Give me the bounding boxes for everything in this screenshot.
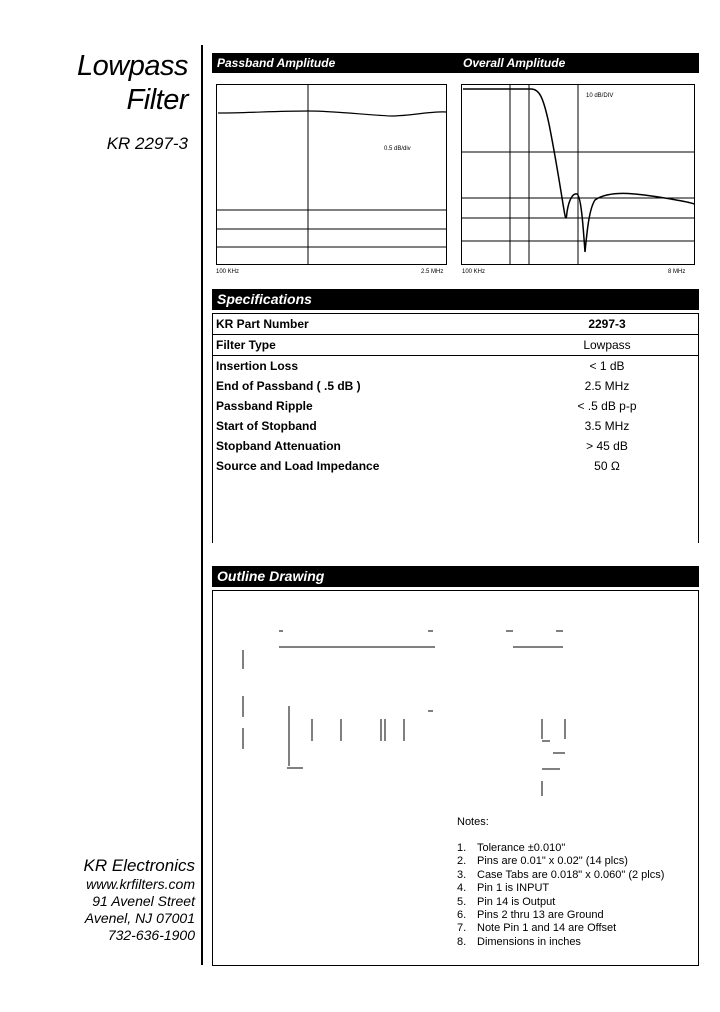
overall-scale-label: 10 dB/DIV	[586, 93, 614, 99]
title-line-2: Filter	[126, 84, 188, 116]
passband-graph-title: Passband Amplitude	[217, 56, 336, 70]
notes-list	[457, 842, 664, 949]
overall-graph-title: Overall Amplitude	[463, 56, 566, 70]
spec-row	[212, 376, 699, 396]
spec-value: 3.5 MHz	[584, 419, 630, 433]
spec-label: Source and Load Impedance	[216, 459, 380, 473]
company-city: Avenel, NJ 07001	[84, 910, 195, 926]
part-number-title: KR 2297-3	[106, 134, 188, 153]
spec-value: < 1 dB	[589, 359, 625, 373]
spec-value: 2297-3	[515, 314, 699, 335]
spec-row	[212, 436, 699, 456]
spec-label: Filter Type	[212, 335, 515, 356]
note-item: 7. Note Pin 1 and 14 are Offset	[457, 922, 617, 935]
overall-graph	[461, 84, 696, 266]
title-line-1: Lowpass	[77, 50, 188, 82]
spec-label: Insertion Loss	[216, 359, 299, 373]
spec-value: 50 Ω	[594, 459, 620, 473]
graphs-header	[212, 53, 699, 73]
note-item: 2. Pins are 0.01" x 0.02" (14 plcs)	[457, 855, 628, 868]
overall-x-start: 100 KHz	[462, 269, 486, 275]
passband-x-start: 100 KHz	[216, 269, 240, 275]
specifications-header: Specifications	[212, 289, 699, 310]
passband-x-end: 2.5 MHz	[421, 269, 444, 275]
spec-row	[212, 456, 699, 476]
outline-drawing	[213, 591, 698, 801]
passband-scale-label: 0.5 dB/div	[384, 146, 411, 152]
outline-drawing-header: Outline Drawing	[212, 566, 699, 587]
company-website: www.krfilters.com	[86, 876, 195, 892]
divider-line	[201, 45, 203, 965]
spec-value: > 45 dB	[586, 439, 628, 453]
note-item: 5. Pin 14 is Output	[457, 895, 556, 908]
notes-title: Notes:	[457, 816, 489, 828]
spec-value: < .5 dB p-p	[577, 399, 637, 413]
note-item: 6. Pins 2 thru 13 are Ground	[457, 909, 604, 922]
company-phone: 732-636-1900	[107, 927, 195, 943]
spec-label: Stopband Attenuation	[216, 439, 341, 453]
spec-label: Start of Stopband	[216, 419, 317, 433]
specifications-table	[212, 313, 699, 476]
spec-value: Lowpass	[515, 335, 699, 356]
spec-row	[212, 396, 699, 416]
spec-row	[212, 356, 699, 377]
company-block	[84, 856, 195, 944]
spec-label: Passband Ripple	[216, 399, 313, 413]
note-item: 3. Case Tabs are 0.018" x 0.060" (2 plcs)	[457, 868, 665, 881]
spec-label: KR Part Number	[212, 314, 515, 335]
spec-label: End of Passband ( .5 dB )	[216, 379, 361, 393]
spec-row	[212, 416, 699, 436]
company-street: 91 Avenel Street	[92, 893, 195, 909]
note-item: 1. Tolerance ±0.010"	[457, 842, 566, 854]
company-name: KR Electronics	[83, 856, 195, 875]
overall-x-end: 8 MHz	[668, 269, 686, 275]
passband-graph	[216, 84, 448, 266]
note-item: 8. Dimensions in inches	[457, 935, 581, 948]
spec-row	[212, 335, 699, 356]
note-item: 4. Pin 1 is INPUT	[457, 882, 550, 895]
spec-header-row	[212, 314, 699, 335]
spec-value: 2.5 MHz	[584, 379, 630, 393]
